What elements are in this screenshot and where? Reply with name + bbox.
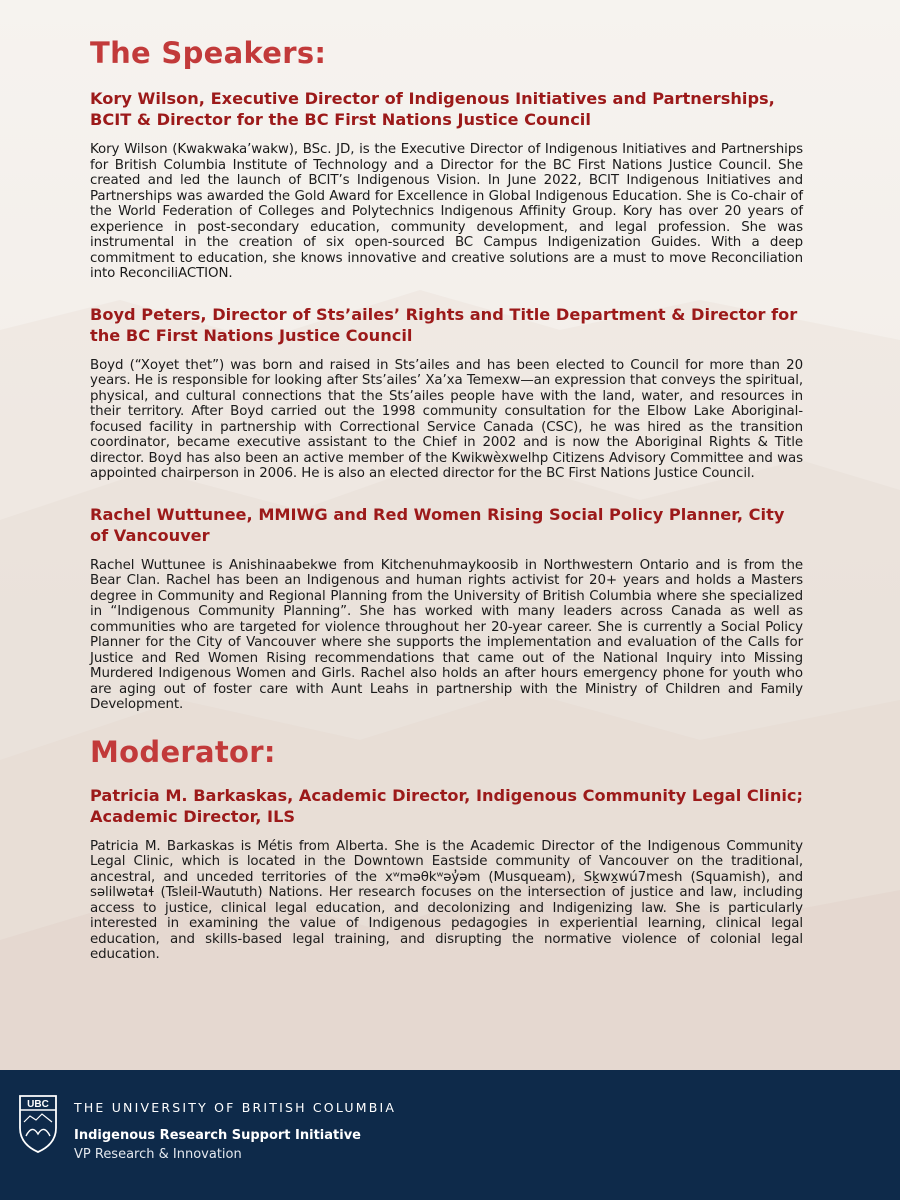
footer-bar	[0, 1070, 900, 1200]
content-area	[90, 36, 803, 985]
speaker-bio: Boyd (“Xoyet thet”) was born and raised in Sts’ailes and has been elected to Council for more than 20 years. He is responsible for looking after Sts’ailes’ Xa’xa Temexw—an expression that conveys the spiritual, physical, and cultural connections that the Sts’ailes people have with the land, water, and resources in their territory. After Boyd carried out the 1998 community consultation for the Elbow Lake Aboriginal-focused facility in partnership with Correctional Service Canada (CSC), he was hired as the transition coordinator, became executive assistant to the Chief in 2002 and is now the Aboriginal Rights & Title director. Boyd has also been an active member of the Kwikwèxwelhp Citizens Advisory Committee and was appointed chairperson in 2006. He is also an elected director for the BC First Nations Justice Council.	[90, 357, 803, 481]
subdepartment-name: VP Research & Innovation	[74, 1147, 242, 1162]
speaker-name: Kory Wilson, Executive Director of Indigenous Initiatives and Partnerships, BCIT & Director for the BC First Nations Justice Council	[90, 89, 775, 129]
speaker-bio: Kory Wilson (Kwakwaka’wakw), BSc. JD, is the Executive Director of Indigenous Initiatives and Partnerships for British Columbia Institute of Technology and a Director for the BC First Nations Justice Council. She created and led the launch of BCIT’s Indigenous Vision. In June 2022, BCIT Indigenous Initiatives and Partnerships was awarded the Gold Award for Excellence in Global Indigenous Education. She is Co-chair of the World Federation of Colleges and Polytechnics Indigenous Affinity Group. Kory has over 20 years of experience in post-secondary education, community development, and legal profession. She was instrumental in the creation of six open-sourced BC Campus Indigenization Guides. With a deep commitment to education, she knows innovative and creative solutions are a must to move Reconciliation into ReconciliACTION.	[90, 142, 803, 281]
logo-text: UBC	[27, 1099, 49, 1110]
moderator-heading: Moderator:	[90, 734, 276, 769]
speaker-name: Boyd Peters, Director of Sts’ailes’ Rights and Title Department & Director for the BC First Nations Justice Council	[90, 304, 798, 345]
moderator-name: Patricia M. Barkaskas, Academic Director, Indigenous Community Legal Clinic; Academic Director, ILS	[90, 785, 803, 826]
speakers-heading: The Speakers:	[90, 36, 327, 70]
moderator-bio: Patricia M. Barkaskas is Métis from Alberta. She is the Academic Director of the Indigenous Community Legal Clinic, which is located in the Downtown Eastside community of Vancouver on the traditional, ancestral, and unceded territories of the xʷməθkʷəy̓əm (Musqueam), Sḵwx̱wú7mesh (Squamish), and səlilwətaɬ (Tsleil-Waututh) Nations. Her research focuses on the intersection of justice and law, including access to justice, clinical legal education, and decolonizing and Indigenizing law. She is particularly interested in examining the value of Indigenous pedagogies in experiential learning, clinical legal education, and skills-based legal training, and disrupting the normative violence of colonial legal education.	[90, 838, 803, 962]
department-name: Indigenous Research Support Initiative	[74, 1128, 361, 1143]
university-name: THE UNIVERSITY OF BRITISH COLUMBIA	[74, 1100, 397, 1115]
ubc-logo-icon	[18, 1094, 58, 1154]
speaker-bio: Rachel Wuttunee is Anishinaabekwe from Kitchenuhmaykoosib in Northwestern Ontario and is from the Bear Clan. Rachel has been an Indigenous and human rights activist for 20+ years and holds a Masters degree in Community and Regional Planning from the University of British Columbia where she specialized in “Indigenous Community Planning”. She has worked with many leaders across Canada as well as communities who are targeted for violence throughout her 20-year career. She is currently a Social Policy Planner for the City of Vancouver where she supports the implementation and evaluation of the Calls for Justice and Red Women Rising recommendations that came out of the National Inquiry into Missing Murdered Indigenous Women and Girls. Rachel also holds an after hours emergency phone for youth who are aging out of foster care with Aunt Leahs in partnership with the Ministry of Children and Family Development.	[90, 557, 803, 712]
speaker-name: Rachel Wuttunee, MMIWG and Red Women Rising Social Policy Planner, City of Vancouver	[90, 504, 785, 545]
